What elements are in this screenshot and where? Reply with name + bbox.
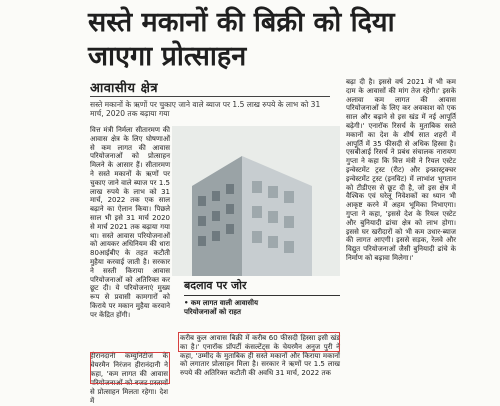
article-paragraph-highlight: हीरानंदानी कम्युनिटीज के चेयरमैन निरंजन हीरानंदानी ने कहा, 'कम लागत की आवास परियोजनाओं को बजट प्रस्तावों से प्रोत्साहन मिलता रहेगा। देश में [90, 352, 168, 405]
article-column-right [346, 78, 456, 263]
article-paragraph: वित्त मंत्री निर्मला सीतारमण की आवास क्षेत्र के लिए घोषणाओं से कम लागत की आवास परियोजनाओं को प्रोत्साहन मिलने के आसार हैं। सीतारमण ने सस्ते मकानों के ऋणों पर चुकाए जाने वाले ब्याज पर 1.5 लाख रुपये के लाभ को 31 मार्च, 2022 तक एक साल बढ़ाने का ऐलान किया। पिछले साल भी इसे 31 मार्च 2020 से मार्च 2021 तक बढ़ाया गया था। सस्ते आवास परियोजनाओं को आयकर अधिनियम की धारा 80आईबीए के तहत कटौती मुहैया करवाई जाती है। सरकार ने सस्ती किराया आवास परियोजनाओं को अतिरिक्त कर छूट दी। ये परियोजनाएं मुख्य रूप से प्रवासी कामगारों को किराये पर मकान मुहैया करवाने पर केंद्रित होंगी। [90, 126, 170, 319]
subhead-line: • कम लागत वाली आवासीय [184, 299, 259, 307]
subhead-box [184, 278, 340, 317]
highlight-box [90, 352, 170, 384]
subhead-title: बदलाव पर जोर [184, 279, 247, 292]
section-divider [90, 96, 330, 97]
section-title: आवासीय क्षेत्र [90, 81, 159, 96]
article-column-left [90, 126, 170, 320]
headline: सस्ते मकानों की बिक्री को दिया जाएगा प्रोत्साहन [88, 7, 395, 72]
article-paragraph: करीब कुल आवास बिक्री में करीब 60 फीसदी हिस्सा इसी खंड का है।' एनारॉक प्रॉपर्टी कंसल्टेंट्स के चेयरमैन अनुज पुरी ने कहा, 'उम्मीद के मुताबिक ही सस्ते मकानों और किराया मकानों को लगातार प्रोत्साहन मिला है। सरकार ने ऋणों पर 1.5 लाख रुपये की अतिरिक्त कटौती की अवधि 31 मार्च, 2022 तक [180, 334, 340, 378]
building-photo [172, 126, 340, 276]
subhead-divider [184, 295, 340, 296]
article-paragraph: बढ़ा दी है। इससे वर्ष 2021 में भी कम दाम के आवासों की मांग तेज रहेगी।' इसके अलावा कम लागत की आवास परियोजनाओं के लिए कर अवकाश को एक साल और बढ़ाने से इस खंड में नई आपूर्ति बढ़ेगी।' एनारॉक रिसर्च के मुताबिक सस्ते मकानों का देश के शीर्ष सात शहरों में आपूर्ति में 35 फीसदी से अधिक हिस्सा है। एसबीआई रिसर्च ने प्रबंध संचालक नारायण गुप्ता ने कहा कि वित्त मंत्री ने रियल एस्टेट इन्वेस्टमेंट ट्रस्ट (रीट) और इन्फ्रास्ट्रक्चर इन्वेस्टमेंट ट्रस्ट (इनविट) में लाभांश भुगतान को टीडीएस से छूट दी है, जो इस क्षेत्र में वैश्विक एवं घरेलू निवेशकों का ध्यान भी आकृष्ट करने में अहम भूमिका निभाएगा। गुप्ता ने कहा, 'इससे देश के रियल एस्टेट और बुनियादी ढांचा क्षेत्र को लाभ होगा। इससे घर खरीदारों को भी कम उधार-ब्याज की लागत आएगी। इससे सड़क, रेलवे और विद्युत परियोजनाओं जैसी बुनियादी ढांचे के निर्माण को बढ़ावा मिलेगा।' [346, 78, 456, 262]
deck-text: सस्ते मकानों के ऋणों पर चुकाए जाने वाले ब्याज पर 1.5 लाख रुपये के लाभ को 31 मार्च, 2020 तक बढ़ाया गया [90, 100, 321, 118]
subhead-line: परियोजनाओं को राहत [184, 308, 242, 316]
highlight-box [178, 332, 340, 352]
